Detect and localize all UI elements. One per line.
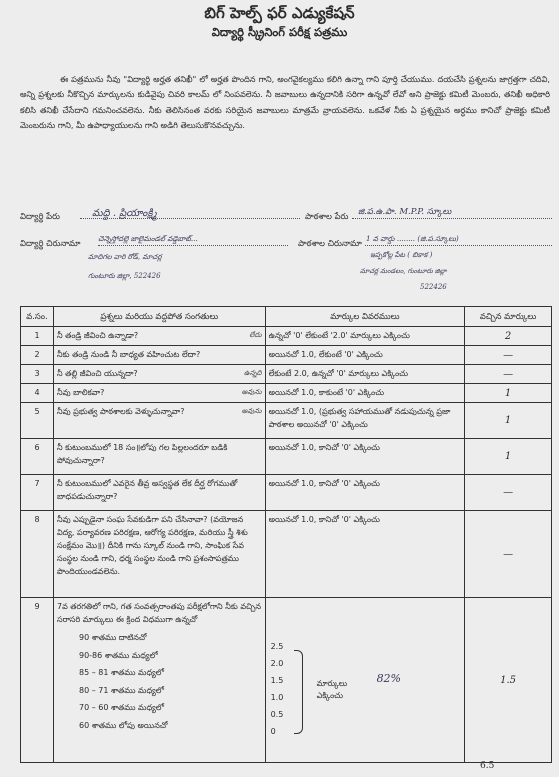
- grade-item: 80 – 71 శాతము మధ్యలో: [78, 685, 164, 695]
- question-text: నీవు ప్రభుత్వ పాఠశాలకు వెళ్ళుచున్నావా?: [56, 407, 185, 416]
- row-score[interactable]: 1.5: [465, 598, 552, 763]
- row-number: 5: [21, 403, 54, 439]
- scale-brace: [294, 650, 303, 734]
- row-number: 6: [21, 439, 54, 475]
- grade-item: 60 శాతము లోపు అయినచో: [78, 720, 168, 730]
- row-question: [53, 403, 265, 439]
- row-question: [53, 346, 265, 365]
- table-row: [21, 403, 552, 439]
- row-marks: అయినచో 1.0, కానిచో '0' ఎక్కించు: [265, 511, 465, 598]
- row-score[interactable]: —: [465, 511, 552, 598]
- table-row: [21, 327, 552, 346]
- row-question: [53, 327, 265, 346]
- student-address-value[interactable]: చెన్నెస్తోదల్లె జాలైమండల్ వడ్డెబాట్...: [98, 234, 198, 243]
- row-question: [53, 598, 265, 763]
- header-marks-obtained: వచ్చిన మార్కులు: [465, 307, 552, 327]
- header-questions: ప్రశ్నలు మరియు వద్దపోత సంగతులు: [53, 307, 265, 327]
- student-address-line3: గుంటూరు జిల్లా, 522426: [88, 272, 161, 280]
- scale-value: 2.5: [270, 642, 284, 651]
- row-score[interactable]: 1: [465, 403, 552, 439]
- row-number: 1: [21, 327, 54, 346]
- row-score[interactable]: 2: [465, 327, 552, 346]
- screening-table: [20, 306, 552, 763]
- school-address-line: [365, 245, 552, 246]
- intro-paragraph: ఈ పత్రమును నీవు "విద్యార్థి అర్హత తనిఖీ" లో అర్హత పొందిన గాని, అంగవైకల్యము కలిగి ఉన్నా గాని పూర్తి చేయుము. దయచేసి ప్రశ్నలను జాగ్రత్తగా చదివి, అన్ని ప్రశ్నలకు నీకొచ్చిన మార్కులను కుడివైపు చివరి కాలమ్ లో నింపవలెను. నీ జవాబులు ఉన్నదానికి సరిగా ఉన్నవో లేవో అని ప్రాజెక్టు కమిటీ మెంబరు, తనిఖీ అధికారి కలిసి తనిఖీ చేసేదాని గమనించవలెను. నీకు తెలిసినంత వరకు సరియైన జవాబులు మాత్రమే వ్రాయవలెను. ఒకవేళ నీకు ఏ ప్రశ్నయైన అర్ధము కానిచో ప్రాజెక్టు కమిటీ మెంబరును గాని, మీ ఉపాధ్యాయులను గాని అడిగి తెలుసుకొనవచ్చును.: [20, 74, 550, 130]
- answer-note: అవును: [241, 407, 262, 415]
- row-question: నీవు ఎప్పుడైనా సంఘ సేవకుడిగా పని చేసినావా? (వయోజన విద్య, పర్యావరణ పరిరక్షణ, ఆరోగ్య పరిరక్షణ, మరియు స్త్రీ శిశు సంక్షేమం మొ॥) దీనికి గాను స్కూల్ నుండి గాని, సాంఘిక సేవ సంస్థల నుండి గాని, ధర్మ సంస్థల నుండి గాని ప్రశంసాపత్రము పొందియుండవలెను.: [53, 511, 265, 598]
- header-marks-details: మార్కుల వివరములు: [265, 307, 465, 327]
- row-marks: అయినచో 1.0, కానిచో '0' ఎక్కించు: [265, 475, 465, 511]
- grade-item: 90-86 శాతము మధ్యలో: [78, 650, 158, 660]
- row-marks: [265, 598, 465, 763]
- question-text: 7వ తరగతిలో గాని, గత సంవత్సరాంతపు పరీక్షలోగాని నీకు వచ్చిన సరాసరి మార్కులు ఈ క్రింద విధముగా ఉన్నచో: [56, 602, 261, 624]
- row-score[interactable]: —: [465, 475, 552, 511]
- answer-note: ఉన్నది: [244, 369, 262, 377]
- header-serial: వ.సం.: [21, 307, 54, 327]
- marks-enter-label: మార్కులు ఎక్కించు: [316, 679, 348, 700]
- scale-value: 2.0: [270, 659, 284, 668]
- school-address-label: పాఠశాల చిరునామా: [298, 238, 362, 248]
- row-score[interactable]: —: [465, 346, 552, 365]
- row-number: 2: [21, 346, 54, 365]
- table-row: [21, 598, 552, 763]
- student-name-label: విద్యార్థి పేరు: [20, 211, 60, 221]
- table-row: [21, 475, 552, 511]
- table-row: [21, 346, 552, 365]
- row-score[interactable]: 1: [465, 384, 552, 403]
- answer-note: అవును: [241, 388, 262, 396]
- answer-note: లేదు: [249, 331, 262, 339]
- grade-item: 85 – 81 శాతము మధ్యలో: [78, 668, 164, 677]
- school-address-line2: ఇప్పకోల్ల పేట ( బికాక ): [370, 251, 433, 259]
- row-question: [53, 439, 265, 475]
- row-number: 7: [21, 475, 54, 511]
- row-number: 9: [21, 598, 54, 763]
- question-text: నీకు తండ్రి నుండి నీ బాధ్యత వహించుట లేదా?: [56, 350, 201, 359]
- school-address-line3: మాచర్ల మండలం, గుంటూరు జిల్లా: [360, 267, 447, 275]
- grade-item: 90 శాతము దాటినచో: [78, 633, 147, 642]
- table-row: [21, 439, 552, 475]
- form-subtitle: విద్యార్థి స్క్రీనింగ్ పరీక్ష పత్రము: [211, 25, 348, 39]
- table-row: [21, 384, 552, 403]
- row-marks: అయినచో 1.0, లేకుంటే '0' ఎక్కించు: [265, 346, 465, 365]
- row-marks: ఉన్నచో '0' లేకుంటే '2.0' మార్కులు ఎక్కించు: [265, 327, 465, 346]
- table-row: [21, 511, 552, 598]
- row-marks: అయినచో 1.0, (ప్రభుత్వ సహాయముతో నడుపుచున్న ప్రజా పాఠశాల అయినచో '0' ఎక్కించు: [265, 403, 465, 439]
- row-number: 8: [21, 511, 54, 598]
- row-number: 3: [21, 365, 54, 384]
- table-row: [21, 365, 552, 384]
- row-marks: అయినచో 1.0, కానిచో '0' ఎక్కించు: [265, 439, 465, 475]
- form-title: బిగ్ హెల్ప్ ఫర్ ఎడ్యుకేషన్: [204, 4, 355, 22]
- percent-value[interactable]: 82%: [376, 672, 402, 685]
- grade-item: 70 – 60 శాతము మధ్యలో: [78, 703, 164, 712]
- row-marks: లేకుంటే 2.0, ఉన్నచో '0' మార్కులు ఎక్కించు: [265, 365, 465, 384]
- school-name-label: పాఠశాల పేరు: [305, 211, 349, 221]
- scale-value: 0.5: [270, 710, 284, 719]
- student-address-label: విద్యార్థి చిరునామా: [20, 238, 81, 248]
- row-score[interactable]: 1: [465, 439, 552, 475]
- row-score[interactable]: —: [465, 365, 552, 384]
- school-name-value[interactable]: జి.ప.ఉ.పా. M.P.P. స్కూలు: [358, 207, 452, 217]
- question-text: నీ తండ్రి జీవించి ఉన్నాడా?: [56, 331, 139, 340]
- marks-scale: [269, 640, 462, 760]
- question-text: నీ కుటుంబములో ఎవరైన తీవ్ర అస్వస్థత లేక దీర్ఘ రోగముతో బాధపడుచున్నారా?: [56, 479, 238, 501]
- row-question: [53, 365, 265, 384]
- student-address-line: [98, 245, 288, 246]
- student-address-line2: మాదిగల వారి రోడ్, మాచర్ల: [88, 253, 162, 261]
- scale-value: 0: [270, 727, 276, 736]
- school-address-line4: 522426: [420, 283, 447, 291]
- row-marks: అయినచో 1.0, కాకుంటే '0' ఎక్కించు: [265, 384, 465, 403]
- row-question: [53, 384, 265, 403]
- row-number: 4: [21, 384, 54, 403]
- student-name-value[interactable]: మద్ది . ప్రియాంక్ష్మి: [92, 208, 157, 219]
- grade-list: [79, 629, 262, 734]
- page-number: 6.5: [480, 761, 495, 771]
- scale-value: 1.0: [270, 693, 284, 702]
- scale-value: 1.5: [270, 676, 284, 685]
- question-text: నీవు బాలికవా?: [56, 388, 105, 397]
- question-text: నీ కుటుంబములో 18 సం॥లోపు గల పిల్లలందరూ బడికి పోవుచున్నారా?: [56, 443, 228, 465]
- question-text: నీ తల్లి జీవించి యున్నదా?: [56, 369, 138, 378]
- school-address-value[interactable]: 1 వ వార్డు ........ (జి.ప.స్కూలు): [366, 234, 459, 243]
- row-question: [53, 475, 265, 511]
